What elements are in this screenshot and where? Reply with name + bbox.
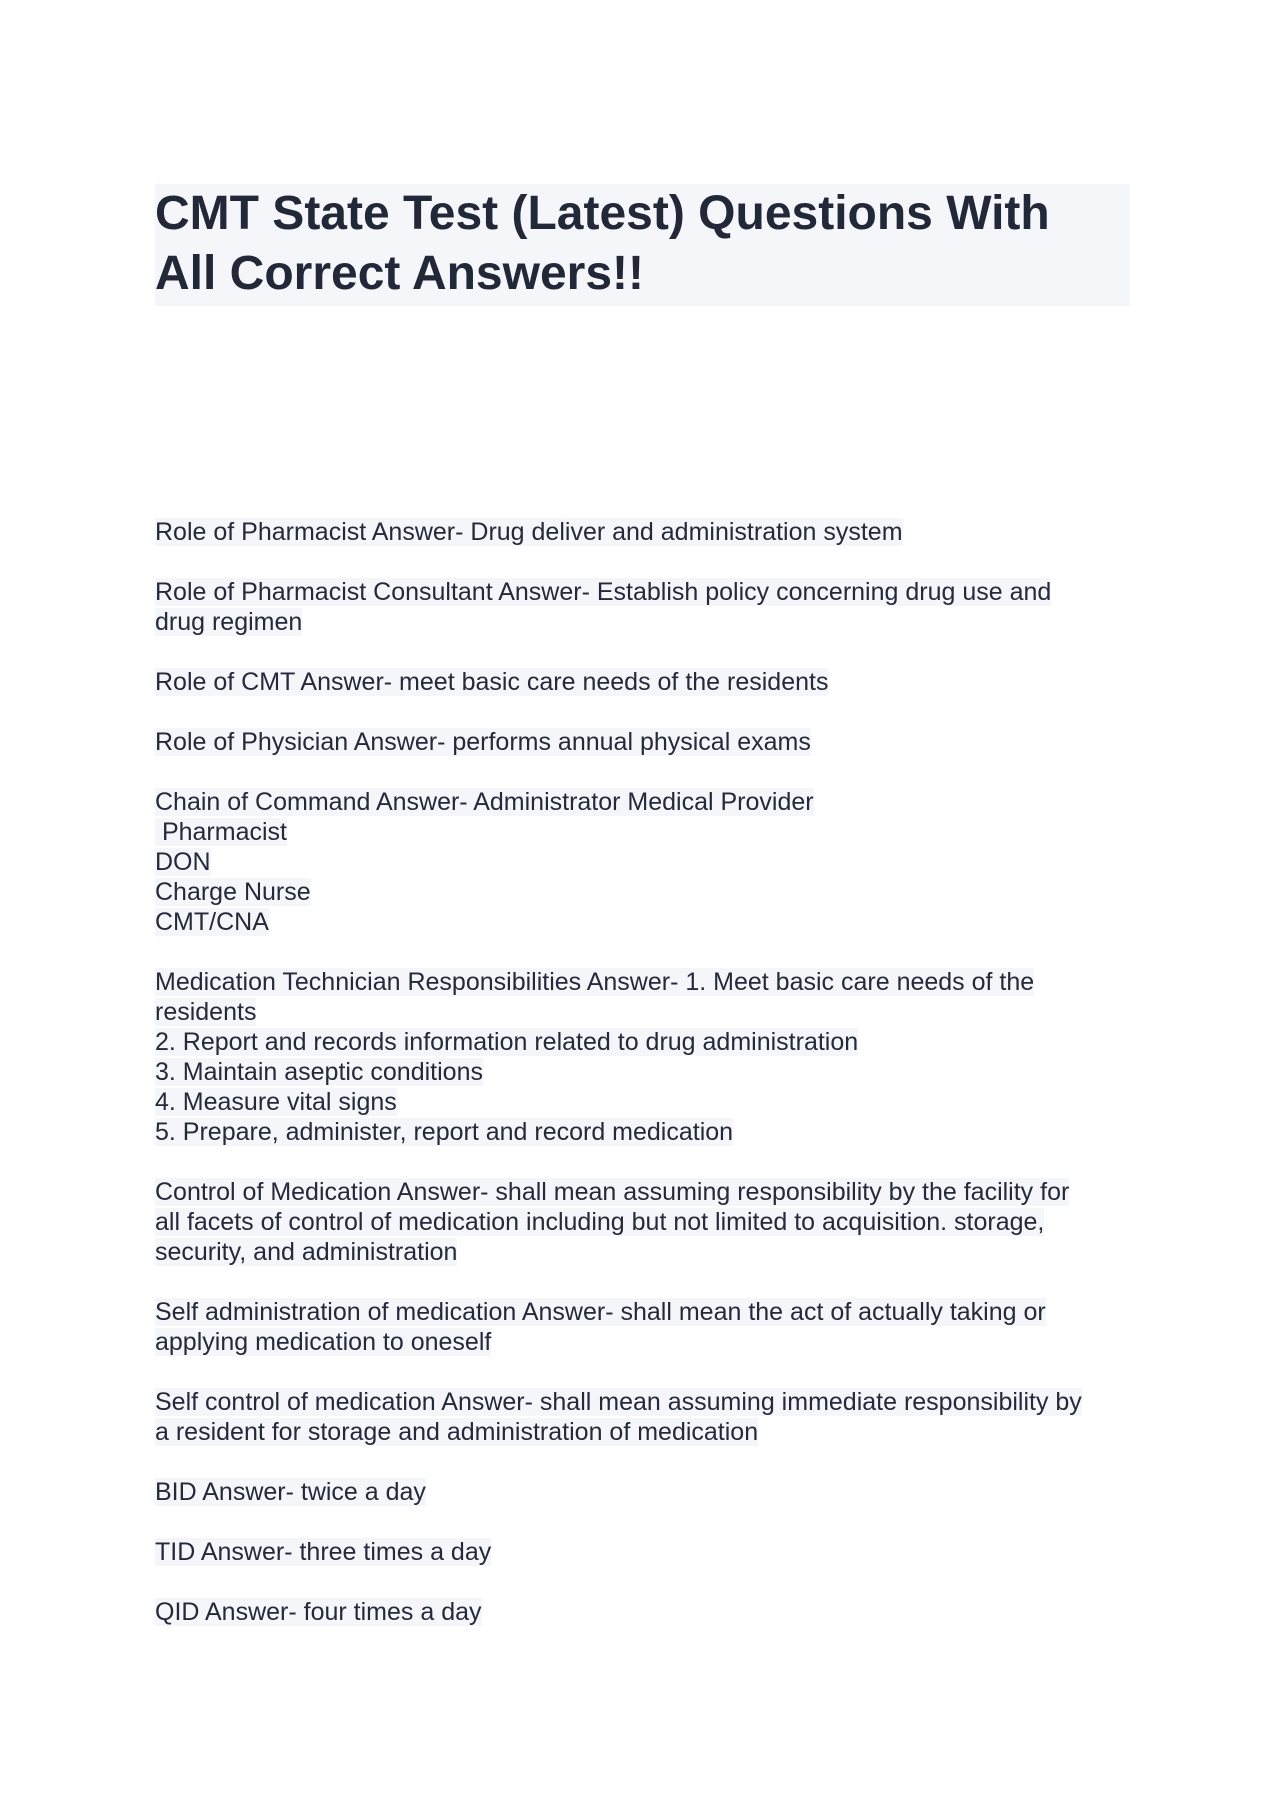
- qa-line: Role of CMT Answer- meet basic care needs of the residents: [155, 668, 829, 696]
- title-line: All Correct Answers!!: [155, 247, 644, 300]
- qa-item: [155, 787, 1135, 937]
- qa-line: QID Answer- four times a day: [155, 1598, 482, 1626]
- qa-line: residents: [155, 998, 257, 1026]
- qa-line: TID Answer- three times a day: [155, 1538, 492, 1566]
- qa-item: [155, 1297, 1135, 1357]
- qa-line: Role of Physician Answer- performs annual physical exams: [155, 728, 811, 756]
- qa-line: Role of Pharmacist Answer- Drug deliver and administration system: [155, 518, 903, 546]
- qa-line: Medication Technician Responsibilities Answer- 1. Meet basic care needs of the: [155, 968, 1035, 996]
- qa-line: 5. Prepare, administer, report and record medication: [155, 1118, 734, 1146]
- qa-line: a resident for storage and administration of medication: [155, 1418, 759, 1446]
- qa-line: Self control of medication Answer- shall mean assuming immediate responsibility by: [155, 1388, 1082, 1416]
- qa-list: [155, 517, 1135, 1627]
- qa-item: [155, 967, 1135, 1147]
- qa-line: security, and administration: [155, 1238, 458, 1266]
- qa-line: 3. Maintain aseptic conditions: [155, 1058, 483, 1086]
- qa-item: [155, 1387, 1135, 1447]
- qa-line: Chain of Command Answer- Administrator Medical Provider: [155, 788, 814, 816]
- qa-line: Control of Medication Answer- shall mean assuming responsibility by the facility for: [155, 1178, 1070, 1206]
- document-title: [155, 184, 1130, 306]
- qa-line: Self administration of medication Answer- shall mean the act of actually taking or: [155, 1298, 1046, 1326]
- qa-line: all facets of control of medication including but not limited to acquisition. storage,: [155, 1208, 1045, 1236]
- qa-line: 4. Measure vital signs: [155, 1088, 397, 1116]
- qa-item: [155, 727, 1135, 757]
- document-page: [155, 184, 1135, 1657]
- qa-line: 2. Report and records information related to drug administration: [155, 1028, 859, 1056]
- qa-item: [155, 1477, 1135, 1507]
- qa-line: drug regimen: [155, 608, 303, 636]
- qa-item: [155, 1537, 1135, 1567]
- qa-line: CMT/CNA: [155, 908, 269, 936]
- qa-item: [155, 1597, 1135, 1627]
- qa-item: [155, 667, 1135, 697]
- title-line: CMT State Test (Latest) Questions With: [155, 187, 1050, 240]
- qa-line: BID Answer- twice a day: [155, 1478, 426, 1506]
- qa-line: Charge Nurse: [155, 878, 311, 906]
- qa-line: applying medication to oneself: [155, 1328, 492, 1356]
- qa-line: Role of Pharmacist Consultant Answer- Establish policy concerning drug use and: [155, 578, 1052, 606]
- qa-line: DON: [155, 848, 211, 876]
- qa-item: [155, 1177, 1135, 1267]
- qa-line: Pharmacist: [155, 818, 287, 846]
- qa-item: [155, 517, 1135, 547]
- qa-item: [155, 577, 1135, 637]
